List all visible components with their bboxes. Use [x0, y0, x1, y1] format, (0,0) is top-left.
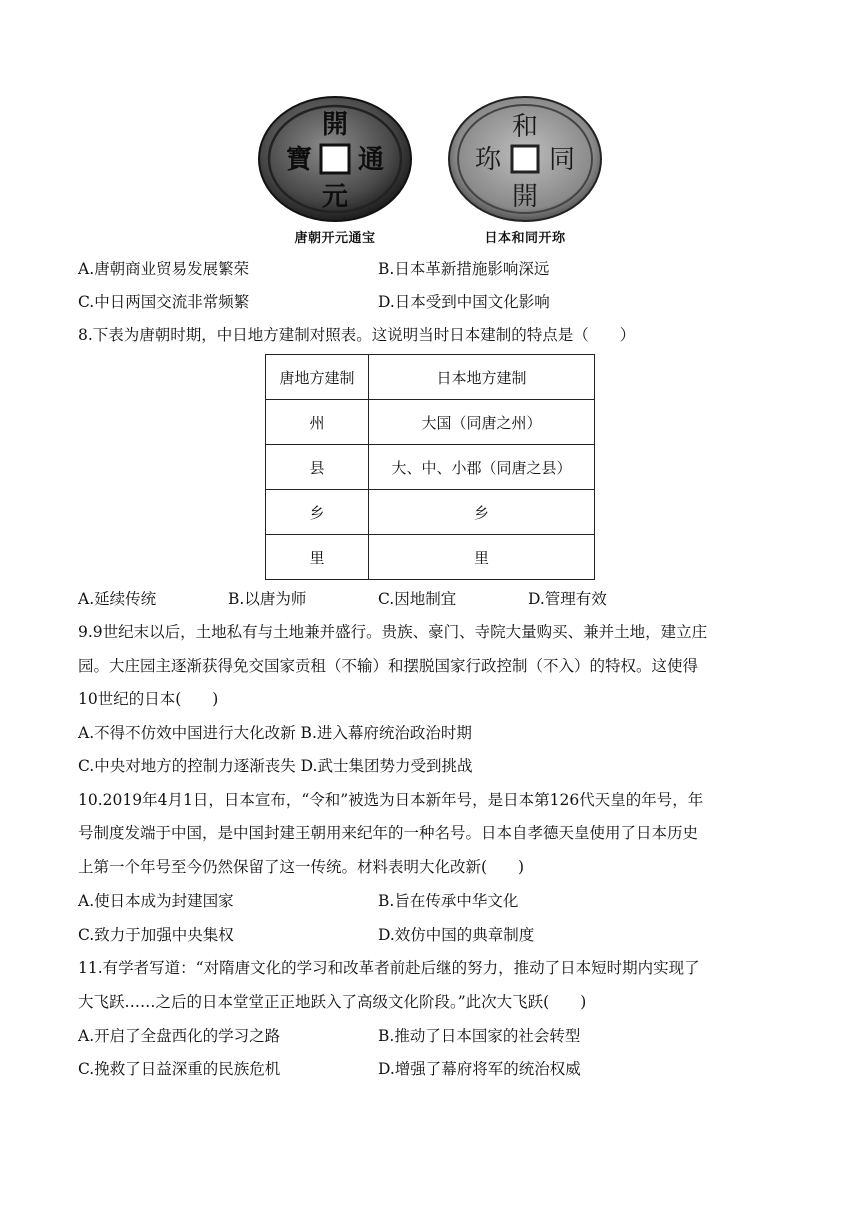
kaiyuan-coin-image	[255, 95, 415, 223]
table-row	[266, 535, 595, 580]
table-header-cell: 唐地方建制	[266, 355, 369, 400]
q9-stem-line: 9.9世纪末以后，土地私有与土地兼并盛行。贵族、豪门、寺院大量购买、兼并土地，建立庄	[78, 623, 708, 641]
q11-stem-line: 大飞跃……之后的日本堂堂正正地跃入了高级文化阶段。”此次大飞跃( )	[78, 993, 587, 1011]
q7-option-d[interactable]: D.日本受到中国文化影响	[378, 293, 550, 311]
q8-option-b[interactable]: B.以唐为师	[228, 590, 307, 608]
coin-glyph-bottom: 開	[511, 182, 539, 212]
tang-coin-figure	[255, 95, 415, 246]
table-row	[266, 490, 595, 535]
table-row	[266, 445, 595, 490]
q9-stem-line: 园。大庄园主逐渐获得免交国家贡租（不输）和摆脱国家行政控制（不入）的特权。这使得	[78, 657, 699, 675]
q7-option-a[interactable]: A.唐朝商业贸易发展繁荣	[78, 260, 250, 278]
table-cell: 乡	[266, 490, 369, 535]
q9-stem-line: 10世纪的日本( )	[78, 690, 219, 708]
q7-option-c[interactable]: C.中日两国交流非常频繁	[78, 293, 250, 311]
table-header-row	[266, 355, 595, 400]
q11-option-b[interactable]: B.推动了日本国家的社会转型	[378, 1027, 581, 1045]
q10-option-c[interactable]: C.致力于加强中央集权	[78, 926, 234, 944]
table-cell: 乡	[369, 490, 595, 535]
wadokaichin-coin-image	[445, 95, 605, 223]
coin-glyph-top: 開	[321, 110, 349, 140]
q10-option-d[interactable]: D.效仿中国的典章制度	[378, 926, 535, 944]
q11-stem-line: 11.有学者写道：“对隋唐文化的学习和改革者前赴后继的努力，推动了日本短时期内实现了	[78, 959, 700, 977]
q11-option-c[interactable]: C.挽救了日益深重的民族危机	[78, 1060, 281, 1078]
q10-stem-line: 上第一个年号至今仍然保留了这一传统。材料表明大化改新( )	[78, 858, 525, 876]
table-cell: 里	[266, 535, 369, 580]
japan-coin-caption: 日本和同开珎	[484, 231, 566, 246]
jurisdiction-table	[265, 354, 595, 580]
q8-stem: 8.下表为唐朝时期，中日地方建制对照表。这说明当时日本建制的特点是（ ）	[78, 326, 636, 344]
q10-option-b[interactable]: B.旨在传承中华文化	[378, 892, 519, 910]
q11-option-a[interactable]: A.开启了全盘西化的学习之路	[78, 1027, 281, 1045]
coin-figure	[255, 95, 615, 255]
table-cell: 里	[369, 535, 595, 580]
q10-option-a[interactable]: A.使日本成为封建国家	[78, 892, 234, 910]
q7-option-b[interactable]: B.日本革新措施影响深远	[378, 260, 550, 278]
q10-stem-line: 10.2019年4月1日，日本宣布，“令和”被选为日本新年号，是日本第126代天皇的年号，年	[78, 791, 704, 809]
coin-glyph-left: 寶	[285, 145, 313, 175]
q9-options-line[interactable]: A.不得不仿效中国进行大化改新 B.进入幕府统治政治时期	[78, 724, 472, 742]
q8-option-d[interactable]: D.管理有效	[528, 590, 607, 608]
q11-option-d[interactable]: D.增强了幕府将军的统治权威	[378, 1060, 581, 1078]
table-header-cell: 日本地方建制	[369, 355, 595, 400]
japan-coin-figure	[445, 95, 605, 246]
table-row	[266, 400, 595, 445]
coin-glyph-top: 和	[511, 112, 539, 142]
tang-coin-caption: 唐朝开元通宝	[294, 231, 376, 246]
table-cell: 州	[266, 400, 369, 445]
q10-stem-line: 号制度发端于中国，是中国封建王朝用来纪年的一种名号。日本自孝德天皇使用了日本历史	[78, 824, 699, 842]
coin-glyph-bottom: 元	[321, 182, 349, 212]
table-cell: 县	[266, 445, 369, 490]
coin-glyph-left: 珎	[474, 145, 502, 175]
table-cell: 大国（同唐之州）	[369, 400, 595, 445]
q8-option-c[interactable]: C.因地制宜	[378, 590, 457, 608]
q9-options-line[interactable]: C.中央对地方的控制力逐渐丧失 D.武士集团势力受到挑战	[78, 757, 473, 775]
table-cell: 大、中、小郡（同唐之县）	[369, 445, 595, 490]
q8-option-a[interactable]: A.延续传统	[78, 590, 157, 608]
coin-glyph-right: 同	[548, 145, 576, 175]
coin-glyph-right: 通	[357, 145, 385, 175]
